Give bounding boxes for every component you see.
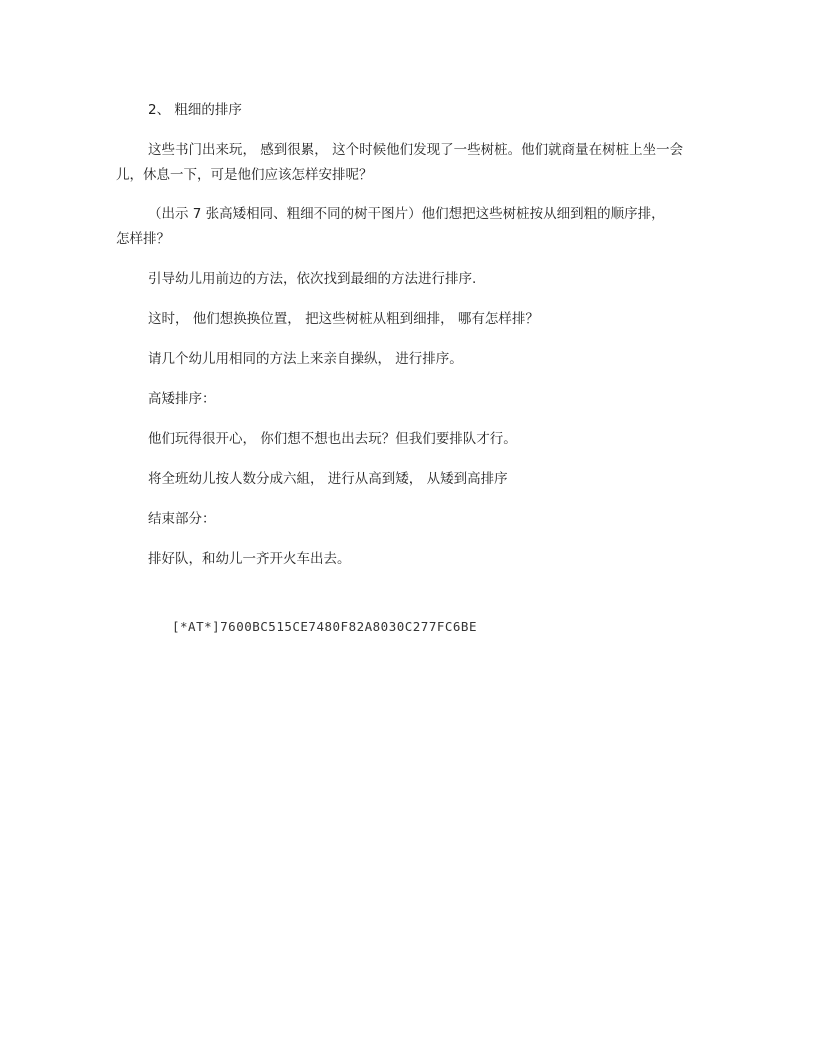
paragraph-line: 他们玩得很开心， 你们想不想也出去玩？但我们要排队才行。: [148, 431, 517, 447]
section-heading: 2、 粗细的排序: [148, 102, 242, 118]
paragraph-line: 将全班幼儿按人数分成六組， 进行从高到矮， 从矮到高排序: [148, 471, 508, 487]
paragraph-line: （出示 7 张高矮相同、粗细不同的树干图片）他们想把这些树桩按从细到粗的顺序排，: [148, 206, 665, 222]
paragraph-line: 排好队，和幼儿一齐开火车出去。: [148, 551, 351, 567]
paragraph-line: 怎样排？: [116, 231, 170, 247]
paragraph-line: 儿，休息一下，可是他们应该怎样安排呢？: [116, 167, 373, 183]
paragraph-line: 这些书门出来玩， 感到很累， 这个时候他们发现了一些树桩。他们就商量在树桩上坐一会: [148, 142, 684, 158]
paragraph-line: 引导幼儿用前边的方法，依次找到最细的方法进行排序.: [148, 271, 477, 287]
document-code: [*AT*]7600BC515CE7480F82A8030C277FC6BE: [172, 619, 477, 634]
subheading: 高矮排序：: [148, 391, 216, 407]
paragraph-line: 请几个幼儿用相同的方法上来亲自操纵， 进行排序。: [148, 351, 463, 367]
paragraph-line: 这时， 他们想换换位置， 把这些树桩从粗到细排， 哪有怎样排？: [148, 311, 539, 327]
subheading: 结束部分：: [148, 511, 216, 527]
